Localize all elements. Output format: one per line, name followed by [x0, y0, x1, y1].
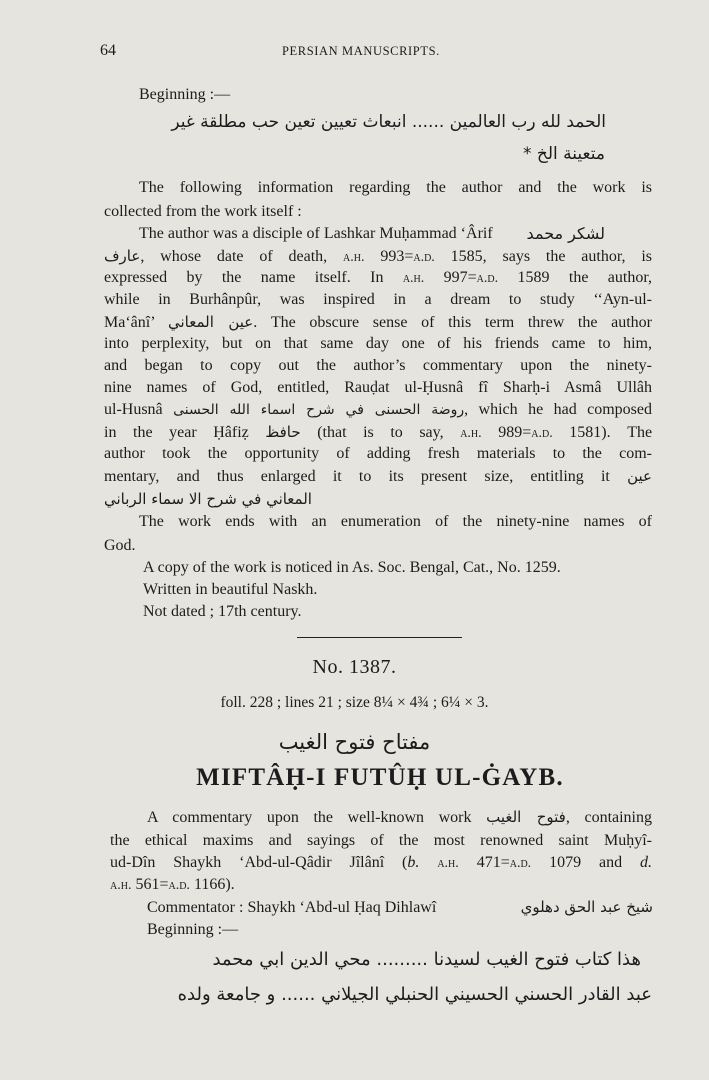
text-line: mentary, and thus enlarged it to its present size, entitling it عين	[104, 467, 652, 485]
beginning-label: Beginning :—	[139, 86, 231, 103]
text-line: collected from the work itself :	[104, 203, 302, 220]
beginning-label: Beginning :—	[147, 921, 239, 938]
text-line: author took the opportunity of adding fresh materials to the com-	[104, 445, 652, 462]
running-head	[0, 42, 709, 66]
text-line: God.	[104, 537, 136, 554]
text-line: nine names of God, entitled, Rauḍat ul-Ḥusnâ fî Sharḥ-i Asmâ Ullâh	[104, 379, 652, 396]
arabic-line: المعاني في شرح الا سماء الرباني	[104, 490, 312, 508]
text-line: expressed by the name itself. In a.h. 997=a.d. 1589 the author,	[104, 269, 653, 286]
text-line: A commentary upon the well-known work فتوح الغيب, containing	[147, 808, 652, 826]
text-line: عارف, whose date of death, a.h. 993=a.d. 1585, says the author, is	[104, 247, 653, 265]
beginning-arabic-line-1: الحمد لله رب العالمين ...... انبعاث تعيين تعين حب مطلقة غير	[171, 112, 606, 132]
entry-title-arabic: مفتاح فتوح الغيب	[278, 730, 431, 754]
text-line: while in Burhânpûr, was inspired in a dream to study ‘‘Ayn-ul-	[104, 291, 652, 308]
arabic-inline: لشكر محمد	[526, 224, 605, 243]
text-line: the ethical maxims and sayings of the most renowned saint Muḥyî-	[110, 832, 652, 849]
text-line: A copy of the work is noticed in As. Soc. Bengal, Cat., No. 1259.	[143, 559, 561, 576]
text-line: and began to copy out the author’s commentary upon the ninety-	[104, 357, 652, 374]
text-line: Ma‘ânî’ عين المعاني. The obscure sense of this term threw the author	[104, 313, 653, 331]
text-line: The following information regarding the author and the work is	[139, 179, 652, 196]
text-line: Not dated ; 17th century.	[143, 603, 302, 620]
text-line: The work ends with an enumeration of the ninety-nine names of	[139, 513, 652, 530]
text-line: The author was a disciple of Lashkar Muḥammad ‘Ârif	[139, 225, 493, 242]
commentator-arabic: شيخ عبد الحق دهلوي	[520, 898, 653, 916]
page-number: 64	[100, 42, 116, 59]
section-divider	[297, 637, 462, 638]
text-line: in the year Ḥâfiẓ حافظ (that is to say, a.h. 989=a.d. 1581). The	[104, 423, 653, 441]
folio-description: foll. 228 ; lines 21 ; size 8¼ × 4¾ ; 6¼ × 3.	[220, 694, 489, 711]
text-line: Written in beautiful Naskh.	[143, 581, 318, 598]
beginning-arabic-line-2: متعينة الخ *	[523, 144, 605, 164]
text-line: a.h. 561=a.d. 1166).	[110, 876, 235, 893]
beginning-arabic-line-1: هذا كتاب فتوح الغيب لسيدنا ......... محي الدين ابي محمد	[212, 949, 641, 970]
beginning-arabic-line-2: عبد القادر الحسني الحسيني الحنبلي الجيلاني ...... و جامعة ولده	[177, 984, 652, 1005]
entry-title: MIFTÂḤ-I FUTÛḤ UL-ĠAYB.	[196, 764, 564, 791]
text-line: ud-Dîn Shaykh ‘Abd-ul-Qâdir Jîlânî (b. a.h. 471=a.d. 1079 and d.	[110, 854, 653, 871]
running-title: PERSIAN MANUSCRIPTS.	[282, 44, 440, 58]
commentator-line: Commentator : Shaykh ‘Abd-ul Ḥaq Dihlawî	[147, 899, 437, 916]
text-line: into perplexity, but on that same day one of his friends came to him,	[104, 335, 652, 352]
text-line: ul-Husnâ روضة الحسنى في شرح اسماء الله الحسنى, which he had composed	[104, 401, 653, 418]
entry-number: No. 1387.	[312, 656, 397, 678]
